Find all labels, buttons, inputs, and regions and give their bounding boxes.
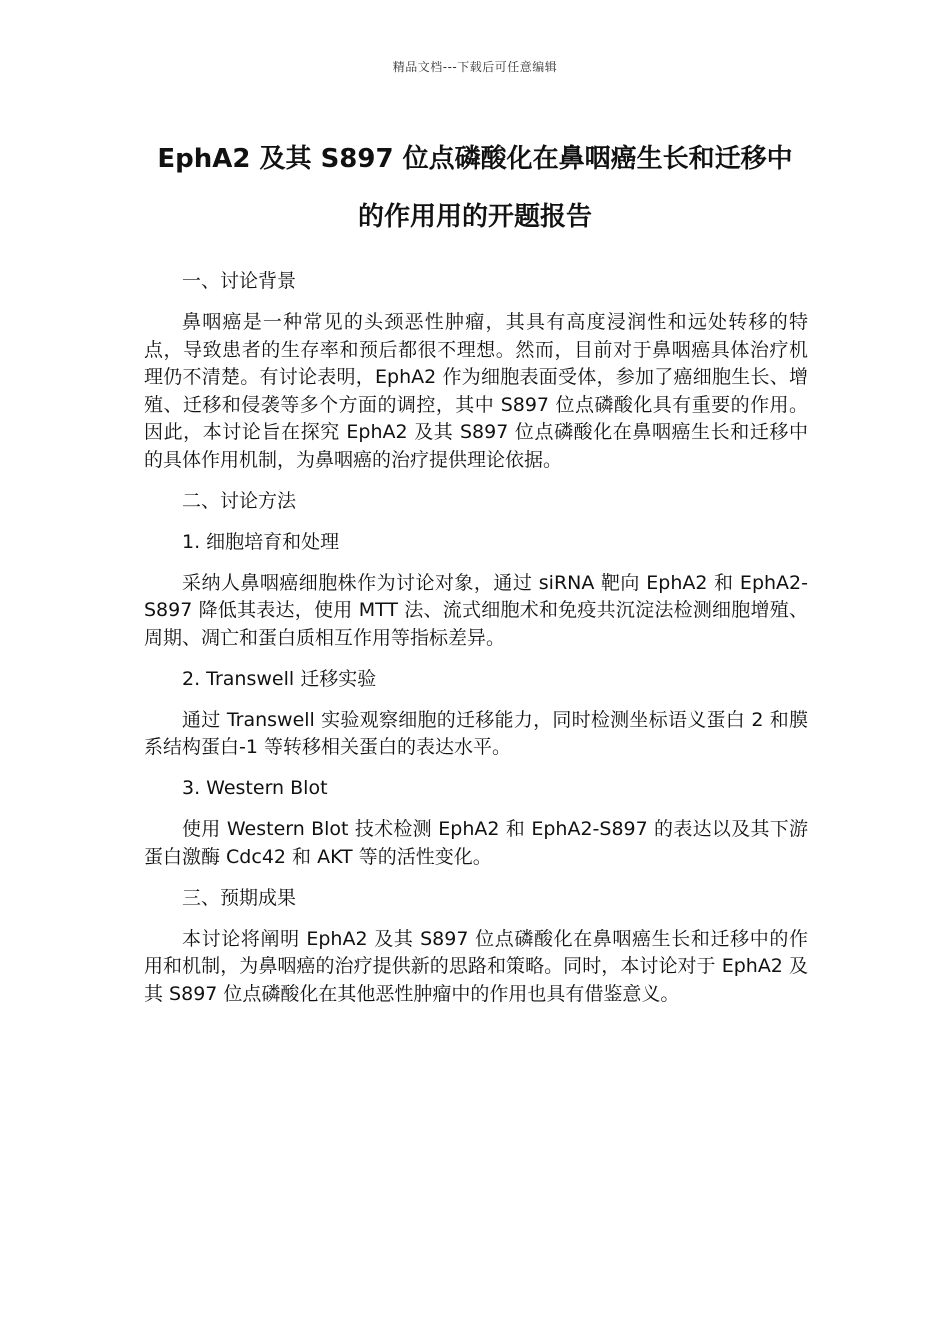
section-heading-background: 一、讨论背景: [182, 270, 297, 292]
section-heading-methods: 二、讨论方法: [182, 489, 297, 512]
subheading-western-blot: 3. Western Blot: [182, 777, 328, 799]
subheading-cell-culture: 1. 细胞培育和处理: [182, 530, 340, 553]
title-line-1: EphA2 及其 S897 位点磷酸化在鼻咽癌生长和迁移中: [157, 144, 793, 174]
subheading-transwell: 2. Transwell 迁移实验: [182, 667, 377, 690]
paragraph-transwell: 通过 Transwell 实验观察细胞的迁移能力，同时检测坐标语义蛋白 2 和膜系结构蛋白-1 等转移相关蛋白的表达水平。: [144, 708, 808, 758]
page-header-note: 精品文档---下载后可任意编辑: [392, 60, 558, 74]
section-heading-expected-results: 三、预期成果: [182, 886, 297, 909]
title-line-2: 的作用用的开题报告: [357, 202, 592, 232]
document-title: [120, 130, 830, 246]
paragraph-expected-results: 本讨论将阐明 EphA2 及其 S897 位点磷酸化在鼻咽癌生长和迁移中的作用和机制，为鼻咽癌的治疗提供新的思路和策略。同时，本讨论对于 EphA2 及其 S897 位点磷酸化在其他恶性肿瘤中的作用也具有借鉴意义。: [144, 927, 808, 1005]
paragraph-background: 鼻咽癌是一种常见的头颈恶性肿瘤，其具有高度浸润性和远处转移的特点，导致患者的生存率和预后都很不理想。然而，目前对于鼻咽癌具体治疗机理仍不清楚。有讨论表明，EphA2 作为细胞表面受体，参加了癌细胞生长、增殖、迁移和侵袭等多个方面的调控，其中 S897 位点磷酸化具有重要的作用。因此，本讨论旨在探究 EphA2 及其 S897 位点磷酸化在鼻咽癌生长和迁移中的具体作用机制，为鼻咽癌的治疗提供理论依据。: [144, 311, 808, 471]
paragraph-cell-culture: 采纳人鼻咽癌细胞株作为讨论对象，通过 siRNA 靶向 EphA2 和 EphA2-S897 降低其表达，使用 MTT 法、流式细胞术和免疫共沉淀法检测细胞增殖、周期、凋亡和蛋白质相互作用等指标差异。: [144, 571, 808, 649]
document-body: [144, 268, 808, 1008]
paragraph-western-blot: 使用 Western Blot 技术检测 EphA2 和 EphA2-S897 的表达以及其下游蛋白激酶 Cdc42 和 AKT 等的活性变化。: [144, 818, 808, 868]
